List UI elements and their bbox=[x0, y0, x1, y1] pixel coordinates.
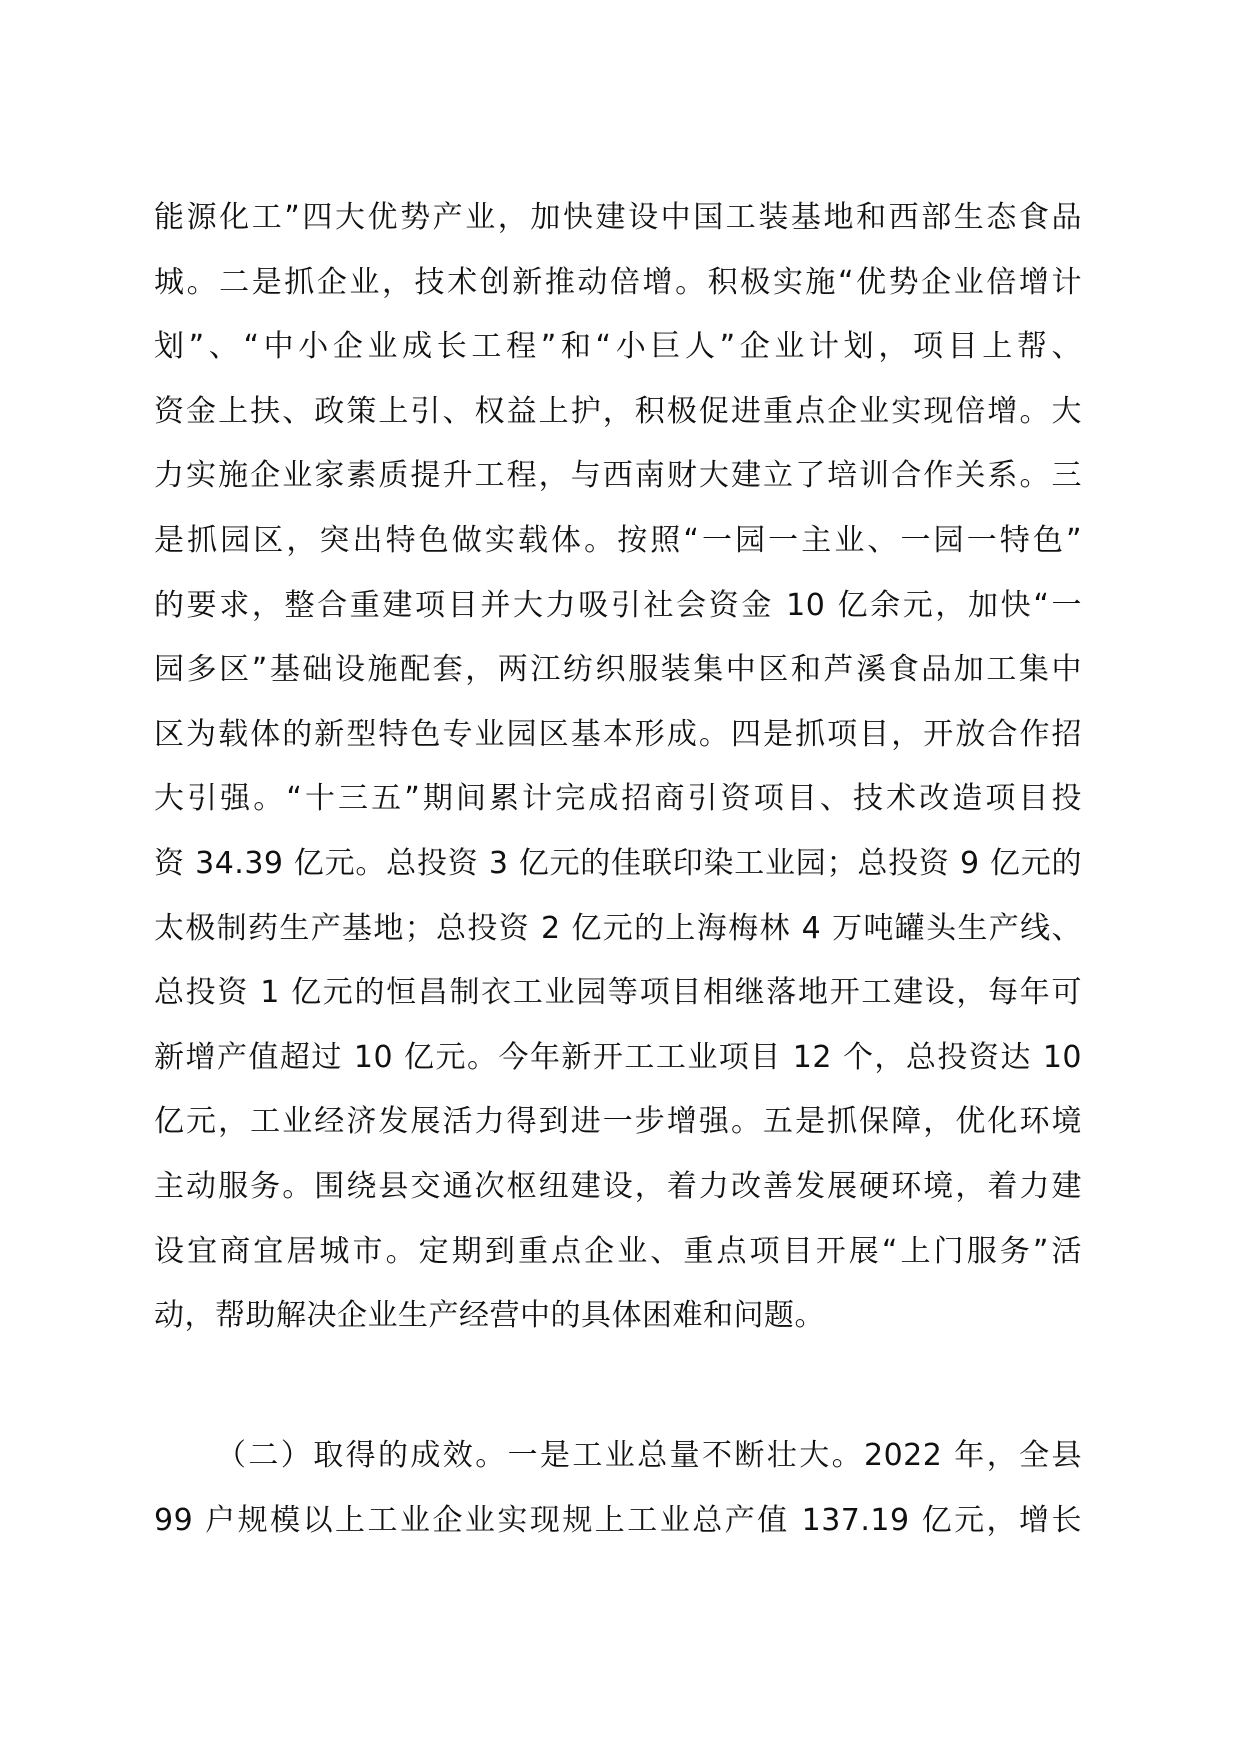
text-line: 资金上扶、政策上引、权益上护，积极促进重点企业实现倍增。大 bbox=[154, 393, 1082, 429]
text-line: 是抓园区，突出特色做实载体。按照“一园一主业、一园一特色” bbox=[154, 522, 1082, 558]
text-line: 设宜商宜居城市。定期到重点企业、重点项目开展“上门服务”活 bbox=[154, 1233, 1082, 1269]
text-line: 园多区”基础设施配套，两江纺织服装集中区和芦溪食品加工集中 bbox=[154, 652, 1082, 688]
text-line: 动，帮助解决企业生产经营中的具体困难和问题。 bbox=[154, 1298, 825, 1334]
text-line: 99 户规模以上工业企业实现规上工业总产值 137.19 亿元，增长 bbox=[154, 1502, 1082, 1538]
text-line: 城。二是抓企业，技术创新推动倍增。积极实施“优势企业倍增计 bbox=[154, 264, 1082, 300]
paragraph-2 bbox=[154, 1424, 1082, 1553]
text-line: 资 34.39 亿元。总投资 3 亿元的佳联印染工业园；总投资 9 亿元的 bbox=[154, 845, 1082, 881]
text-line: 能源化工”四大优势产业，加快建设中国工装基地和西部生态食品 bbox=[154, 200, 1082, 235]
text-line: 大引强。“十三五”期间累计完成招商引资项目、技术改造项目投 bbox=[154, 781, 1082, 817]
text-line: 力实施企业家素质提升工程，与西南财大建立了培训合作关系。三 bbox=[154, 458, 1082, 494]
text-line: 的要求，整合重建项目并大力吸引社会资金 10 亿余元，加快“一 bbox=[154, 587, 1082, 623]
text-line: 太极制药生产基地；总投资 2 亿元的上海梅林 4 万吨罐头生产线、 bbox=[154, 910, 1082, 946]
text-line: 主动服务。围绕县交通次枢纽建设，着力改善发展硬环境，着力建 bbox=[154, 1168, 1082, 1204]
text-line: 新增产值超过 10 亿元。今年新开工工业项目 12 个，总投资达 10 bbox=[154, 1039, 1082, 1075]
text-line: 总投资 1 亿元的恒昌制衣工业园等项目相继落地开工建设，每年可 bbox=[154, 975, 1082, 1011]
section-heading-line: （二）取得的成效。一是工业总量不断壮大。2022 年，全县 bbox=[216, 1438, 1082, 1473]
paragraph-1 bbox=[154, 186, 1082, 1349]
text-line: 划”、“中小企业成长工程”和“小巨人”企业计划，项目上帮、 bbox=[154, 329, 1082, 365]
text-line: 亿元，工业经济发展活力得到进一步增强。五是抓保障，优化环境 bbox=[154, 1104, 1082, 1140]
text-line: 区为载体的新型特色专业园区基本形成。四是抓项目，开放合作招 bbox=[154, 716, 1082, 752]
